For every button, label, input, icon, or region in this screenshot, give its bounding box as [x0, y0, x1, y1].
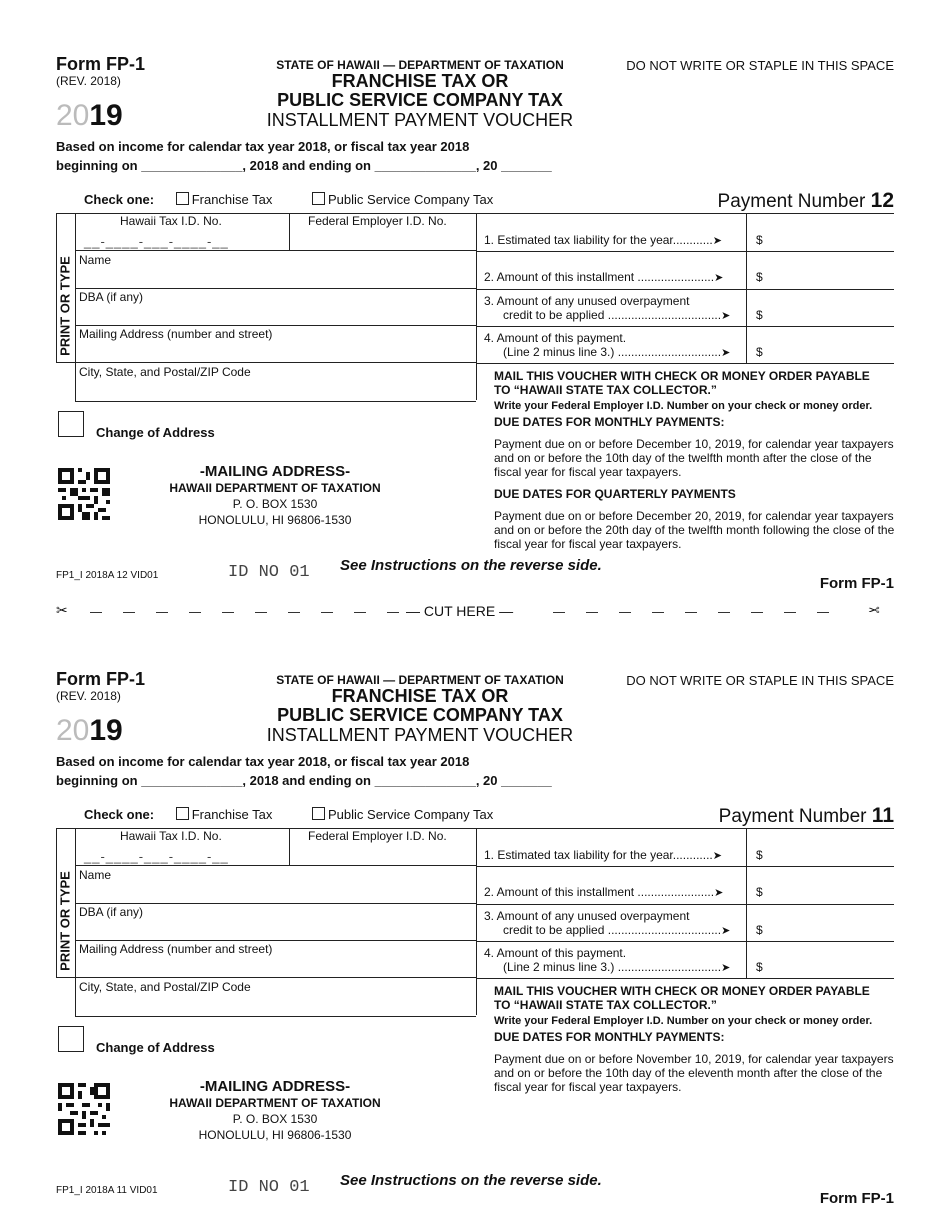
- grid-line: [56, 362, 476, 363]
- title-line-1: FRANCHISE TAX OR: [331, 71, 509, 91]
- income-period-line-1: Based on income for calendar tax year 2018, or fiscal tax year 2018: [56, 139, 470, 154]
- quarterly-due-text: Payment due on or before December 20, 2019, for calendar year taxpayers and on or before the 20th day of the twelfth month following the close of the fiscal year for fiscal year taxpayers.: [494, 509, 895, 551]
- grid-line: [75, 401, 476, 402]
- federal-id-field[interactable]: [290, 230, 475, 249]
- voucher-id-code: FP1_I 2018A 12 VID01: [56, 570, 159, 581]
- line-2-text: 2. Amount of this installment .......................: [484, 885, 715, 899]
- tax-type-selector: [84, 192, 493, 207]
- line-4-text-a: 4. Amount of this payment.: [484, 331, 627, 345]
- line-1-estimated-liability: [484, 848, 722, 863]
- line-1-amount-field[interactable]: $: [756, 848, 763, 862]
- income-period: [56, 752, 552, 790]
- dash: [685, 612, 697, 613]
- hawaii-tax-id-label: Hawaii Tax I.D. No.: [120, 214, 222, 228]
- dba-label: DBA (if any): [79, 290, 144, 304]
- department-heading: STATE OF HAWAII — DEPARTMENT OF TAXATION: [276, 58, 564, 72]
- grid-line: [75, 865, 476, 866]
- mailing-city: HONOLULU, HI 96806-1530: [198, 1128, 352, 1142]
- fein-instruction: Write your Federal Employer I.D. Number on your check or money order.: [494, 400, 873, 412]
- payment-number-value: 12: [870, 189, 894, 212]
- monthly-due-heading: DUE DATES FOR MONTHLY PAYMENTS:: [494, 1030, 725, 1044]
- tax-type-selector: [84, 807, 493, 822]
- change-of-address-label: Change of Address: [96, 425, 215, 440]
- cut-here-label: — CUT HERE —: [406, 603, 514, 619]
- arrow-icon: ➤: [714, 272, 724, 284]
- form-revision: (REV. 2018): [56, 689, 121, 703]
- line-2-amount-field[interactable]: $: [756, 885, 763, 899]
- line-4-text-a: 4. Amount of this payment.: [484, 946, 627, 960]
- grid-line: [746, 828, 747, 978]
- federal-id-label: Federal Employer I.D. No.: [308, 214, 447, 228]
- quarterly-due-heading: DUE DATES FOR QUARTERLY PAYMENTS: [494, 487, 736, 501]
- id-number: ID NO 01: [228, 563, 310, 582]
- federal-id-field[interactable]: [290, 845, 475, 864]
- line-1-estimated-liability: [484, 233, 722, 248]
- public-service-label: Public Service Company Tax: [328, 807, 494, 822]
- dash: [751, 612, 763, 613]
- grid-line: [746, 213, 747, 363]
- dash: [817, 612, 829, 613]
- mailing-po-box: P. O. BOX 1530: [232, 1112, 318, 1126]
- hawaii-tax-id-label: Hawaii Tax I.D. No.: [120, 829, 222, 843]
- mailing-address-heading: -MAILING ADDRESS-: [199, 1078, 351, 1095]
- year-prefix: 20: [56, 99, 90, 132]
- name-label: Name: [79, 868, 112, 882]
- dash: [387, 612, 399, 613]
- income-period: [56, 137, 552, 175]
- franchise-tax-checkbox[interactable]: [176, 192, 189, 205]
- mailing-city: HONOLULU, HI 96806-1530: [198, 513, 352, 527]
- title-line-2: PUBLIC SERVICE COMPANY TAX: [277, 705, 563, 725]
- year-prefix: 20: [56, 714, 90, 747]
- dash: [255, 612, 267, 613]
- mailing-instructions: [494, 369, 896, 551]
- voucher-payment-11: [0, 615, 950, 1230]
- dash: [156, 612, 168, 613]
- grid-line: [476, 978, 894, 979]
- franchise-tax-checkbox[interactable]: [176, 807, 189, 820]
- tax-year: [56, 713, 123, 749]
- dash: [553, 612, 565, 613]
- arrow-icon: ➤: [721, 962, 731, 974]
- dash: [90, 612, 102, 613]
- grid-line: [75, 940, 476, 941]
- line-2-installment: [484, 270, 723, 285]
- check-one-label: Check one:: [84, 192, 155, 207]
- grid-line: [476, 828, 477, 1015]
- arrow-icon: ➤: [712, 235, 722, 247]
- do-not-write-notice: DO NOT WRITE OR STAPLE IN THIS SPACE: [626, 673, 894, 688]
- change-of-address-label: Change of Address: [96, 1040, 215, 1055]
- grid-line: [476, 326, 894, 327]
- mailing-address-label: Mailing Address (number and street): [79, 327, 273, 341]
- line-3-text-a: 3. Amount of any unused overpayment: [484, 909, 690, 923]
- check-one-label: Check one:: [84, 807, 155, 822]
- id-number: ID NO 01: [228, 1178, 310, 1197]
- line-1-text: 1. Estimated tax liability for the year............: [484, 233, 713, 247]
- form-footer: Form FP-1: [819, 1190, 894, 1207]
- line-3-text-b: credit to be applied ..................................: [503, 923, 722, 937]
- title-line-3: INSTALLMENT PAYMENT VOUCHER: [266, 725, 574, 745]
- line-4-amount-field[interactable]: $: [756, 345, 763, 359]
- federal-id-label: Federal Employer I.D. No.: [308, 829, 447, 843]
- form-title: Form FP-1: [56, 54, 146, 74]
- change-of-address-checkbox[interactable]: [58, 1026, 84, 1052]
- income-period-line-2[interactable]: beginning on ______________, 2018 and ending on ______________, 20 _______: [56, 773, 552, 788]
- line-3-text-b: credit to be applied ..................................: [503, 308, 722, 322]
- arrow-icon: ➤: [721, 310, 731, 322]
- payment-number-label: Payment Number: [717, 191, 866, 212]
- hawaii-tax-id-field[interactable]: __-____-___-____-__: [84, 849, 229, 864]
- payment-number-label: Payment Number: [718, 806, 867, 827]
- voucher-id-code: FP1_I 2018A 11 VID01: [56, 1185, 158, 1196]
- dash: [222, 612, 234, 613]
- change-of-address-checkbox[interactable]: [58, 411, 84, 437]
- print-or-type-label: [54, 250, 76, 362]
- public-service-label: Public Service Company Tax: [328, 192, 494, 207]
- print-or-type-text: PRINT OR TYPE: [57, 256, 73, 356]
- grid-line: [476, 866, 894, 867]
- income-period-line-2[interactable]: beginning on ______________, 2018 and ending on ______________, 20 _______: [56, 158, 552, 173]
- mail-instruction-1: MAIL THIS VOUCHER WITH CHECK OR MONEY ORDER PAYABLE: [494, 369, 870, 383]
- grid-line: [476, 213, 477, 400]
- dash: [586, 612, 598, 613]
- scissors-right-icon: ✂: [868, 602, 880, 618]
- public-service-checkbox[interactable]: [312, 807, 325, 820]
- payment-number: [719, 804, 894, 828]
- see-instructions: See Instructions on the reverse side.: [340, 1172, 602, 1189]
- mailing-instructions: [494, 984, 896, 1094]
- mailing-department: HAWAII DEPARTMENT OF TAXATION: [169, 1096, 381, 1110]
- income-period-line-1: Based on income for calendar tax year 2018, or fiscal tax year 2018: [56, 754, 470, 769]
- city-state-zip-label: City, State, and Postal/ZIP Code: [79, 365, 251, 379]
- see-instructions: See Instructions on the reverse side.: [340, 557, 602, 574]
- monthly-due-text: Payment due on or before November 10, 2019, for calendar year taxpayers and on or before the 10th day of the eleventh month after the close of the fiscal year for fiscal year taxpayers.: [494, 1052, 894, 1094]
- hawaii-tax-id-field[interactable]: __-____-___-____-__: [84, 234, 229, 249]
- department-heading: STATE OF HAWAII — DEPARTMENT OF TAXATION: [276, 673, 564, 687]
- grid-line: [476, 904, 894, 905]
- dash: [123, 612, 135, 613]
- line-2-installment: [484, 885, 723, 900]
- title-line-2: PUBLIC SERVICE COMPANY TAX: [277, 90, 563, 110]
- arrow-icon: ➤: [714, 887, 724, 899]
- grid-line: [56, 977, 476, 978]
- print-or-type-label: [54, 865, 76, 977]
- dash: [619, 612, 631, 613]
- arrow-icon: ➤: [712, 850, 722, 862]
- line-3-amount-field[interactable]: $: [756, 308, 763, 322]
- line-4-amount-field[interactable]: $: [756, 960, 763, 974]
- grid-line: [476, 363, 894, 364]
- monthly-due-heading: DUE DATES FOR MONTHLY PAYMENTS:: [494, 415, 725, 429]
- mailing-po-box: P. O. BOX 1530: [232, 497, 318, 511]
- tax-year: [56, 98, 123, 134]
- franchise-tax-label: Franchise Tax: [191, 807, 273, 822]
- qr-code-icon: [58, 1083, 110, 1135]
- title-line-3: INSTALLMENT PAYMENT VOUCHER: [266, 110, 574, 130]
- line-4-text-b: (Line 2 minus line 3.) ...............................: [503, 960, 722, 974]
- line-1-amount-field[interactable]: $: [756, 233, 763, 247]
- line-4-payment: [484, 946, 730, 975]
- mailing-department: HAWAII DEPARTMENT OF TAXATION: [169, 481, 381, 495]
- line-4-text-b: (Line 2 minus line 3.) ...............................: [503, 345, 722, 359]
- grid-line: [75, 325, 476, 326]
- dash: [354, 612, 366, 613]
- line-4-payment: [484, 331, 730, 360]
- dash: [288, 612, 300, 613]
- year-suffix: 19: [89, 714, 123, 747]
- line-3-amount-field[interactable]: $: [756, 923, 763, 937]
- monthly-due-text: Payment due on or before December 10, 2019, for calendar year taxpayers and on or before the 10th day of the twelfth month after the close of the fiscal year for fiscal year taxpayers.: [494, 437, 894, 479]
- arrow-icon: ➤: [721, 347, 731, 359]
- public-service-checkbox[interactable]: [312, 192, 325, 205]
- line-3-text-a: 3. Amount of any unused overpayment: [484, 294, 690, 308]
- line-2-text: 2. Amount of this installment .......................: [484, 270, 715, 284]
- mail-instruction-1: MAIL THIS VOUCHER WITH CHECK OR MONEY ORDER PAYABLE: [494, 984, 870, 998]
- name-label: Name: [79, 253, 112, 267]
- form-footer: Form FP-1: [819, 575, 894, 592]
- payment-number-value: 11: [871, 804, 894, 827]
- fein-instruction: Write your Federal Employer I.D. Number on your check or money order.: [494, 1015, 873, 1027]
- city-state-zip-label: City, State, and Postal/ZIP Code: [79, 980, 251, 994]
- print-or-type-text: PRINT OR TYPE: [57, 871, 73, 971]
- title-line-1: FRANCHISE TAX OR: [331, 686, 509, 706]
- grid-line: [476, 251, 894, 252]
- mailing-address-heading: -MAILING ADDRESS-: [199, 463, 351, 480]
- grid-line: [476, 941, 894, 942]
- dash: [652, 612, 664, 613]
- mail-instruction-2: TO “HAWAII STATE TAX COLLECTOR.”: [494, 998, 717, 1012]
- line-3-overpayment: [484, 909, 730, 938]
- dash: [189, 612, 201, 613]
- line-3-overpayment: [484, 294, 730, 323]
- year-suffix: 19: [89, 99, 123, 132]
- line-1-text: 1. Estimated tax liability for the year............: [484, 848, 713, 862]
- grid-line: [476, 289, 894, 290]
- do-not-write-notice: DO NOT WRITE OR STAPLE IN THIS SPACE: [626, 58, 894, 73]
- dash: [321, 612, 333, 613]
- dash: [784, 612, 796, 613]
- form-title: Form FP-1: [56, 669, 146, 689]
- dba-label: DBA (if any): [79, 905, 144, 919]
- grid-line: [75, 1016, 476, 1017]
- payment-number: [718, 189, 894, 213]
- mailing-address-label: Mailing Address (number and street): [79, 942, 273, 956]
- grid-line: [75, 288, 476, 289]
- form-revision: (REV. 2018): [56, 74, 121, 88]
- qr-code-icon: [58, 468, 110, 520]
- grid-line: [75, 903, 476, 904]
- grid-line: [75, 250, 476, 251]
- arrow-icon: ➤: [721, 925, 731, 937]
- franchise-tax-label: Franchise Tax: [191, 192, 273, 207]
- line-2-amount-field[interactable]: $: [756, 270, 763, 284]
- mail-instruction-2: TO “HAWAII STATE TAX COLLECTOR.”: [494, 383, 717, 397]
- dash: [718, 612, 730, 613]
- scissors-left-icon: ✂: [56, 602, 68, 618]
